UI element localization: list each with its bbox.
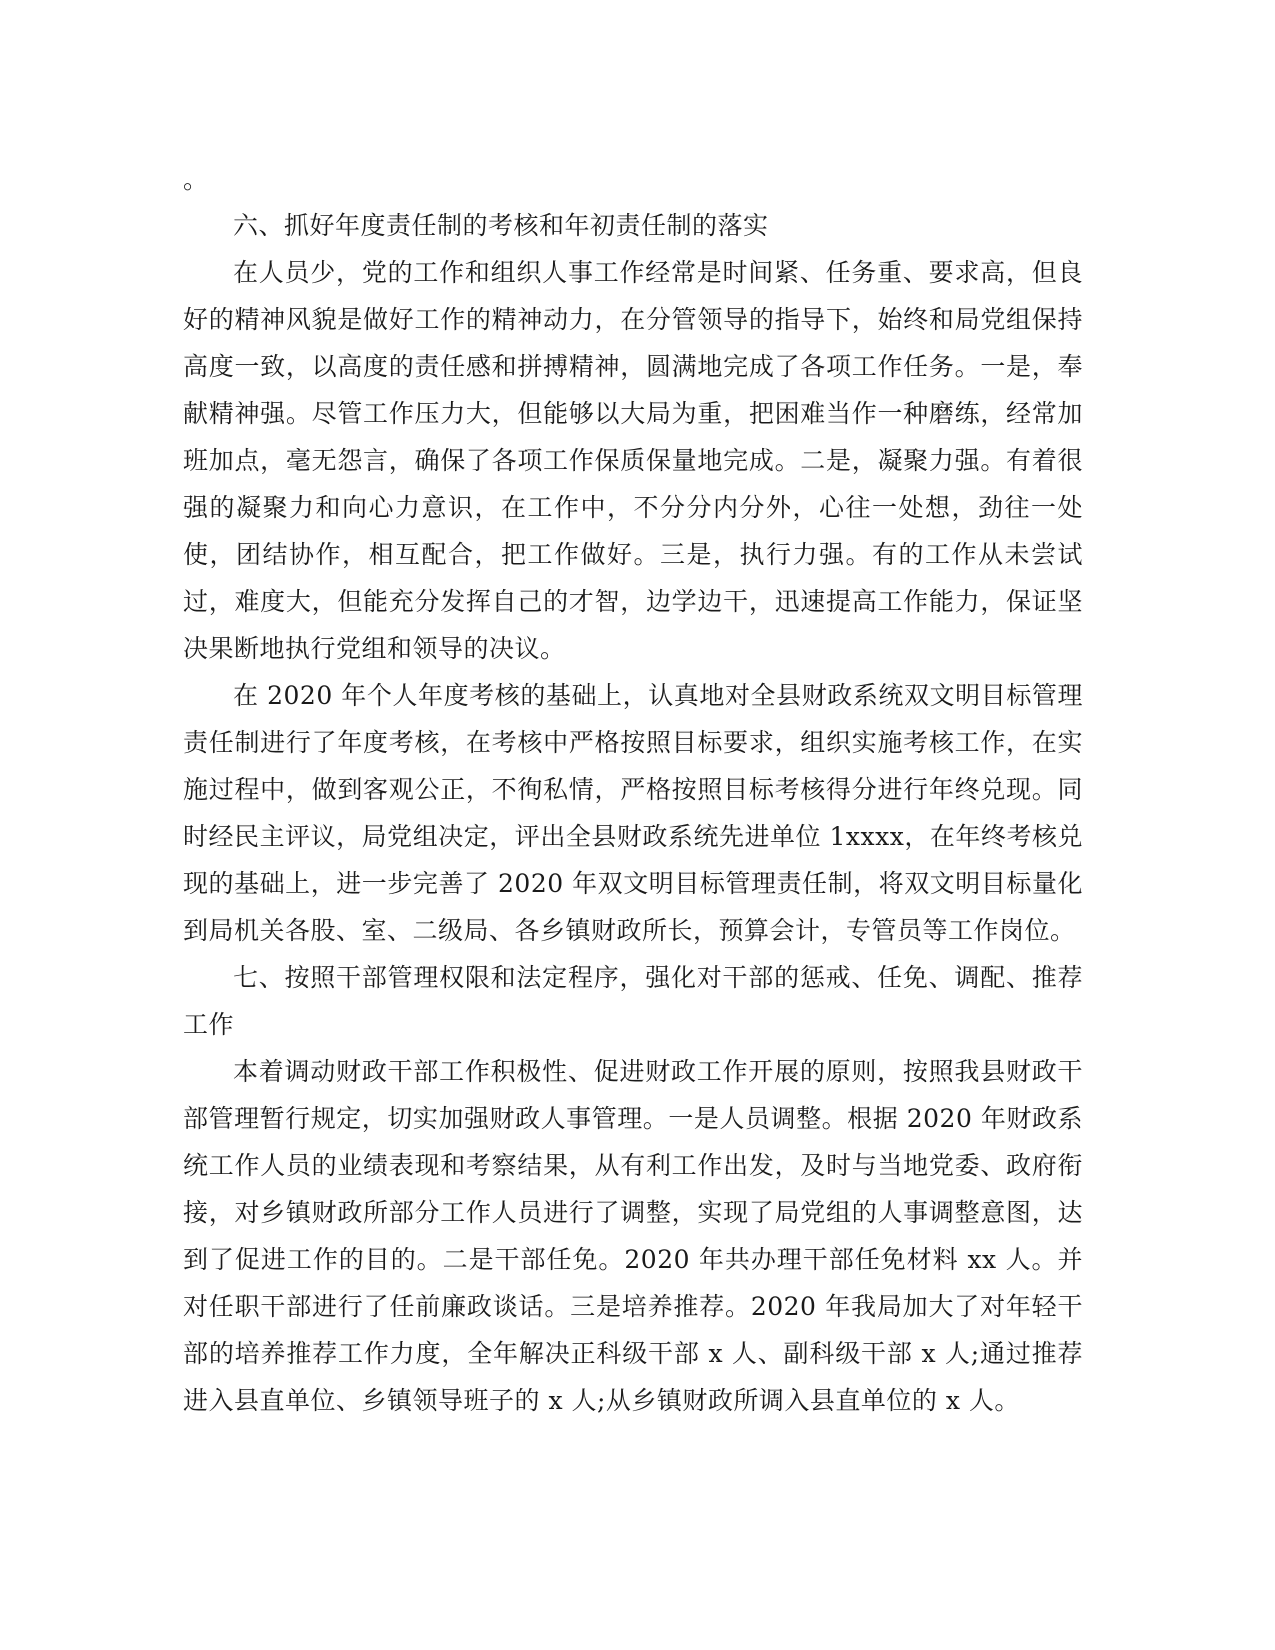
section-heading-7: 七、按照干部管理权限和法定程序，强化对干部的惩戒、任免、调配、推荐工作 (183, 963, 1083, 1039)
paragraph-work-spirit: 在人员少，党的工作和组织人事工作经常是时间紧、任务重、要求高，但良好的精神风貌是做好工作的精神动力，在分管领导的指导下，始终和局党组保持高度一致，以高度的责任感和拼搏精神，圆满地完成了各项工作任务。一是，奉献精神强。尽管工作压力大，但能够以大局为重，把困难当作一种磨练，经常加班加点，毫无怨言，确保了各项工作保质保量地完成。二是，凝聚力强。有着很强的凝聚力和向心力意识，在工作中，不分分内分外，心往一处想，劲往一处使，团结协作，相互配合，把工作做好。三是，执行力强。有的工作从未尝试过，难度大，但能充分发挥自己的才智，边学边干，迅速提高工作能力，保证坚决果断地执行党组和领导的决议。 (183, 258, 1083, 663)
document-body (183, 160, 1083, 1424)
paragraph-fragment: 。 (183, 165, 209, 194)
section-heading-6: 六、抓好年度责任制的考核和年初责任制的落实 (233, 211, 769, 240)
paragraph-personnel-management: 本着调动财政干部工作积极性、促进财政工作开展的原则，按照我县财政干部管理暂行规定，切实加强财政人事管理。一是人员调整。根据 2020 年财政系统工作人员的业绩表现和考察结果，从有利工作出发，及时与当地党委、政府衔接，对乡镇财政所部分工作人员进行了调整，实现了局党组的人事调整意图，达到了促进工作的目的。二是干部任免。2020 年共办理干部任免材料 xx 人。并对任职干部进行了任前廉政谈话。三是培养推荐。2020 年我局加大了对年轻干部的培养推荐工作力度，全年解决正科级干部 x 人、副科级干部 x 人;通过推荐进入县直单位、乡镇领导班子的 x 人;从乡镇财政所调入县直单位的 x 人。 (183, 1057, 1083, 1415)
paragraph-annual-assessment: 在 2020 年个人年度考核的基础上，认真地对全县财政系统双文明目标管理责任制进行了年度考核，在考核中严格按照目标要求，组织实施考核工作，在实施过程中，做到客观公正，不徇私情，严格按照目标考核得分进行年终兑现。同时经民主评议，局党组决定，评出全县财政系统先进单位 1xxxx，在年终考核兑现的基础上，进一步完善了 2020 年双文明目标管理责任制，将双文明目标量化到局机关各股、室、二级局、各乡镇财政所长，预算会计，专管员等工作岗位。 (183, 681, 1083, 945)
